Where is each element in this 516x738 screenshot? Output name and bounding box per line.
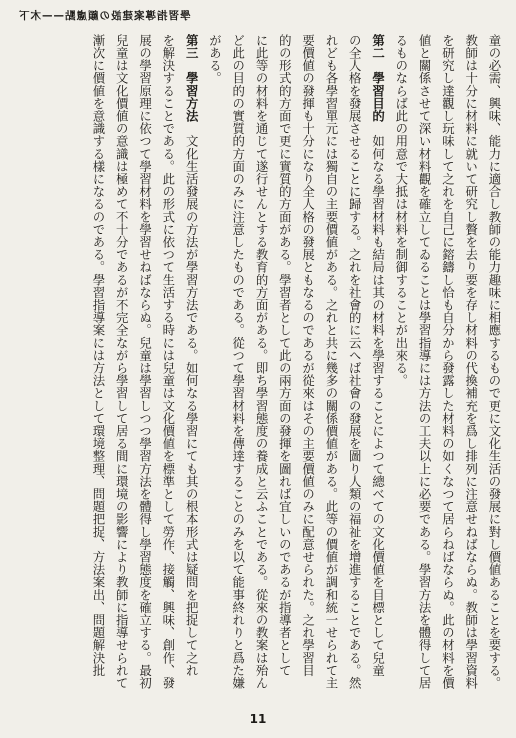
text-column: 的の形式的方面で更に實質的方面がある。學習者として此の兩方面の發揮を圖れば宜しいのであるが指導者として: [277, 34, 293, 677]
text-column: [366, 34, 389, 689]
text-column: ど此の目的の實質的方面のみに注意したものである。從つて學習材料を傳達することのみを以て能事終れりと爲た嫌: [230, 34, 246, 689]
text-column: に此等の材料を通じて遂行せんとする教育的方面がある。即ち學習態度の養成と云ふことである。從來の教案は殆ん: [254, 34, 270, 689]
section-heading: 第二 學習目的: [370, 34, 386, 123]
text-column: がある。: [207, 34, 223, 85]
text-column: を研究し達觀し玩味して之れを自己に鎔鑄し恰も自分から發露した材料の如くなつて居らねばならぬ。此の材料を價: [440, 34, 456, 689]
section-text: 文化生活發展の方法が學習方法である。如何なる學習にても其の根本形式は疑問を把捉して之れ: [184, 122, 200, 677]
text-column: 値と關係させて深い材料觀を確立してゐることは學習指導には方法の工夫以上に必要である。學習方法を體得して居: [417, 34, 433, 689]
text-column: 兒童は文化價値の意識は極めて不十分であるが不完全ながら學習して居る間に環境の影響により教師に指導せられて: [114, 34, 130, 689]
text-column: 要價値の發揮も十分になり全人格の發展ともなるのであるが從來はその主要價値のみに配意せられた。之れ學習目: [300, 34, 316, 677]
text-column: るものならば此の用意で大抵は材料を制御することが出來る。: [393, 34, 409, 387]
section-heading: 第三 學習方法: [184, 34, 200, 123]
page-number: 11: [249, 712, 267, 726]
body-text: [10, 34, 506, 689]
text-column: れども各學習單元には獨自の主要價値がある。之れと共に幾多の關係價値がある。此等の價値が調和統一せられて主: [323, 34, 339, 689]
text-column: 童の必需、興味、能力に適合し教師の能力趣味に相應するもので更に文化生活の發展に對し價値あることを要する。: [487, 34, 502, 689]
text-column: を解決することである。此の形式に依つて生活する時には兒童は文化價値を標準として勞作、接觸、興味、創作、發: [160, 34, 176, 689]
running-title: 學習指導案建設の顧慮點——木下: [18, 10, 191, 22]
running-header: [18, 8, 498, 24]
text-column: 教師は十分に材料に就いて研究し贅を去り要を存し材料の代換補充を爲し排列に注意せねばならぬ。教師は學習資料: [463, 34, 479, 689]
section-text: 如何なる學習材料も結局は其の材料を學習することによつて總べての文化價値を目標として兒童: [370, 122, 386, 677]
text-column: 漸次に價値を意識する樣になるのである。學習指導案には方法として環境整理、問題把捉、方法案出、問題解決批: [90, 34, 106, 677]
text-column: 展の學習原理に依つて學習材料を學習せねばならぬ。兒童は學習しつつ學習方法を體得し學習態度を確立する。最初: [137, 34, 153, 689]
text-column: の全人格を發展させることに歸する。之れを社會的に云へば社會の發展を圖り人類の福祉を增進することである。然: [347, 34, 363, 689]
text-column: [180, 34, 203, 689]
